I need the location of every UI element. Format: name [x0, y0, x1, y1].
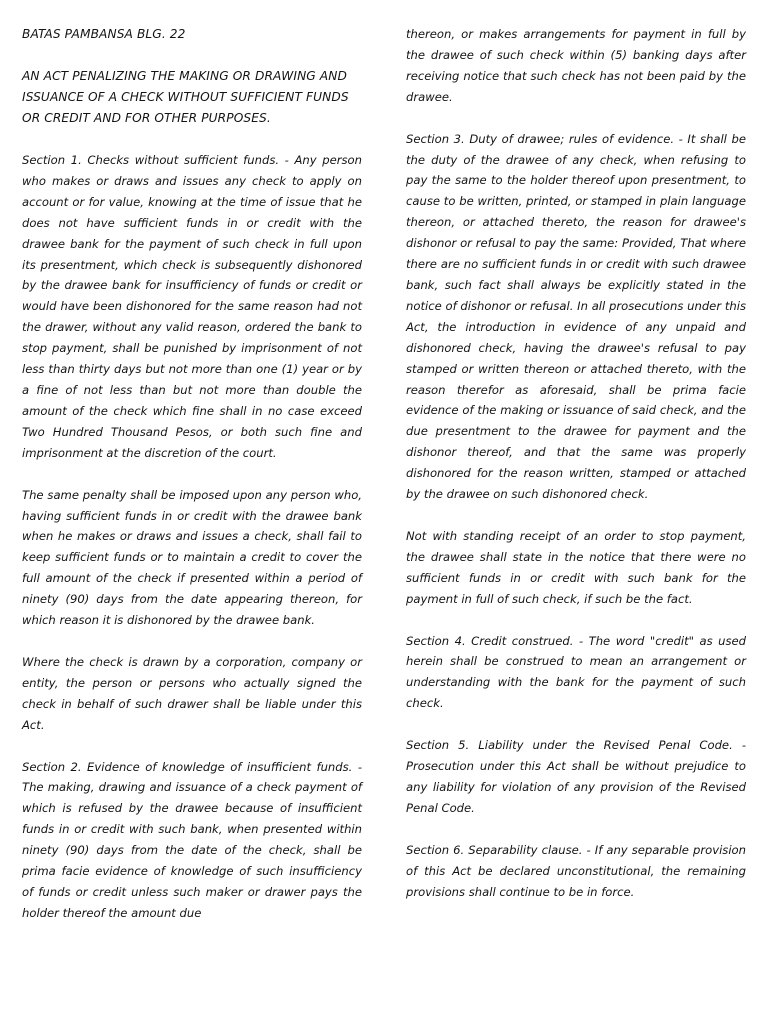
corporation-liability-paragraph: Where the check is drawn by a corporation, company or entity, the person or persons who actually signed the check in behalf of such drawer shall be liable under this Act.	[22, 654, 362, 732]
section-3-paragraph: Section 3. Duty of drawee; rules of evidence. - It shall be the duty of the drawee of any check, when refusing to pay the same to the holder thereof upon presentment, to cause to be written, printed, or stamped in plain language thereon, or attached thereto, the reason for drawee's dishonor or refusal to pay the same: Provided, That where there are no sufficient funds in or credit with such drawee bank, such fact shall always be explicitly stated in the notice of dishonor or refusal. In all prosecutions under this Act, the introduction in evidence of any unpaid and dishonored check, having the drawee's refusal to pay stamped or written thereon or attached thereto, with the reason therefor as aforesaid, shall be prima facie evidence of the making or issuance of said check, and the due presentment to the drawee for payment and the dishonor thereof, and that the same was properly dishonored for the reason written, stamped or attached by the drawee on such dishonored check.	[406, 131, 746, 502]
section-2-paragraph: Section 2. Evidence of knowledge of insufficient funds. - The making, drawing and issuance of a check payment of which is refused by the drawee because of insufficient funds in or credit with such bank, when presented within ninety (90) days from the date of the check, shall be prima facie evidence of knowledge of such insufficiency of funds or credit unless such maker or drawer pays the holder thereof the amount due	[22, 759, 362, 920]
left-column	[22, 24, 362, 945]
section-6-paragraph: Section 6. Separability clause. - If any separable provision of this Act be declared unconstitutional, the remaining provisions shall continue to be in force.	[406, 842, 746, 899]
stop-payment-paragraph: Not with standing receipt of an order to stop payment, the drawee shall state in the notice that there were no sufficient funds in or credit with such bank for the payment in full of such check, if such be the fact.	[406, 528, 746, 606]
section-5-paragraph: Section 5. Liability under the Revised Penal Code. - Prosecution under this Act shall be without prejudice to any liability for violation of any provision of the Revised Penal Code.	[406, 738, 746, 815]
section-2-continuation-paragraph: thereon, or makes arrangements for payment in full by the drawee of such check within (5) banking days after receiving notice that such check has not been paid by the drawee.	[406, 27, 746, 104]
section-4-paragraph: Section 4. Credit construed. - The word "credit" as used herein shall be construed to mean an arrangement or understanding with the bank for the payment of such check.	[406, 633, 746, 711]
same-penalty-paragraph: The same penalty shall be imposed upon any person who, having sufficient funds in or credit with the drawee bank when he makes or draws and issues a check, shall fail to keep sufficient funds or to maintain a credit to cover the full amount of the check if presented within a period of ninety (90) days from the date appearing thereon, for which reason it is dishonored by the drawee bank.	[22, 487, 362, 628]
section-1-paragraph: Section 1. Checks without sufficient funds. - Any person who makes or draws and issues any check to apply on account or for value, knowing at the time of issue that he does not have sufficient funds in or credit with the drawee bank for the payment of such check in full upon its presentment, which check is subsequently dishonored by the drawee bank for insufficiency of funds or credit or would have been dishonored for the same reason had not the drawer, without any valid reason, ordered the bank to stop payment, shall be punished by imprisonment of not less than thirty days but not more than one (1) year or by a fine of not less than but not more than double the amount of the check which fine shall in no case exceed Two Hundred Thousand Pesos, or both such fine and imprisonment at the discretion of the court.	[22, 153, 362, 460]
law-number-heading: BATAS PAMBANSA BLG. 22	[22, 27, 186, 41]
act-title: AN ACT PENALIZING THE MAKING OR DRAWING AND ISSUANCE OF A CHECK WITHOUT SUFFICIENT FUNDS OR CREDIT AND FOR OTHER PURPOSES.	[22, 69, 349, 125]
right-column	[406, 24, 746, 924]
